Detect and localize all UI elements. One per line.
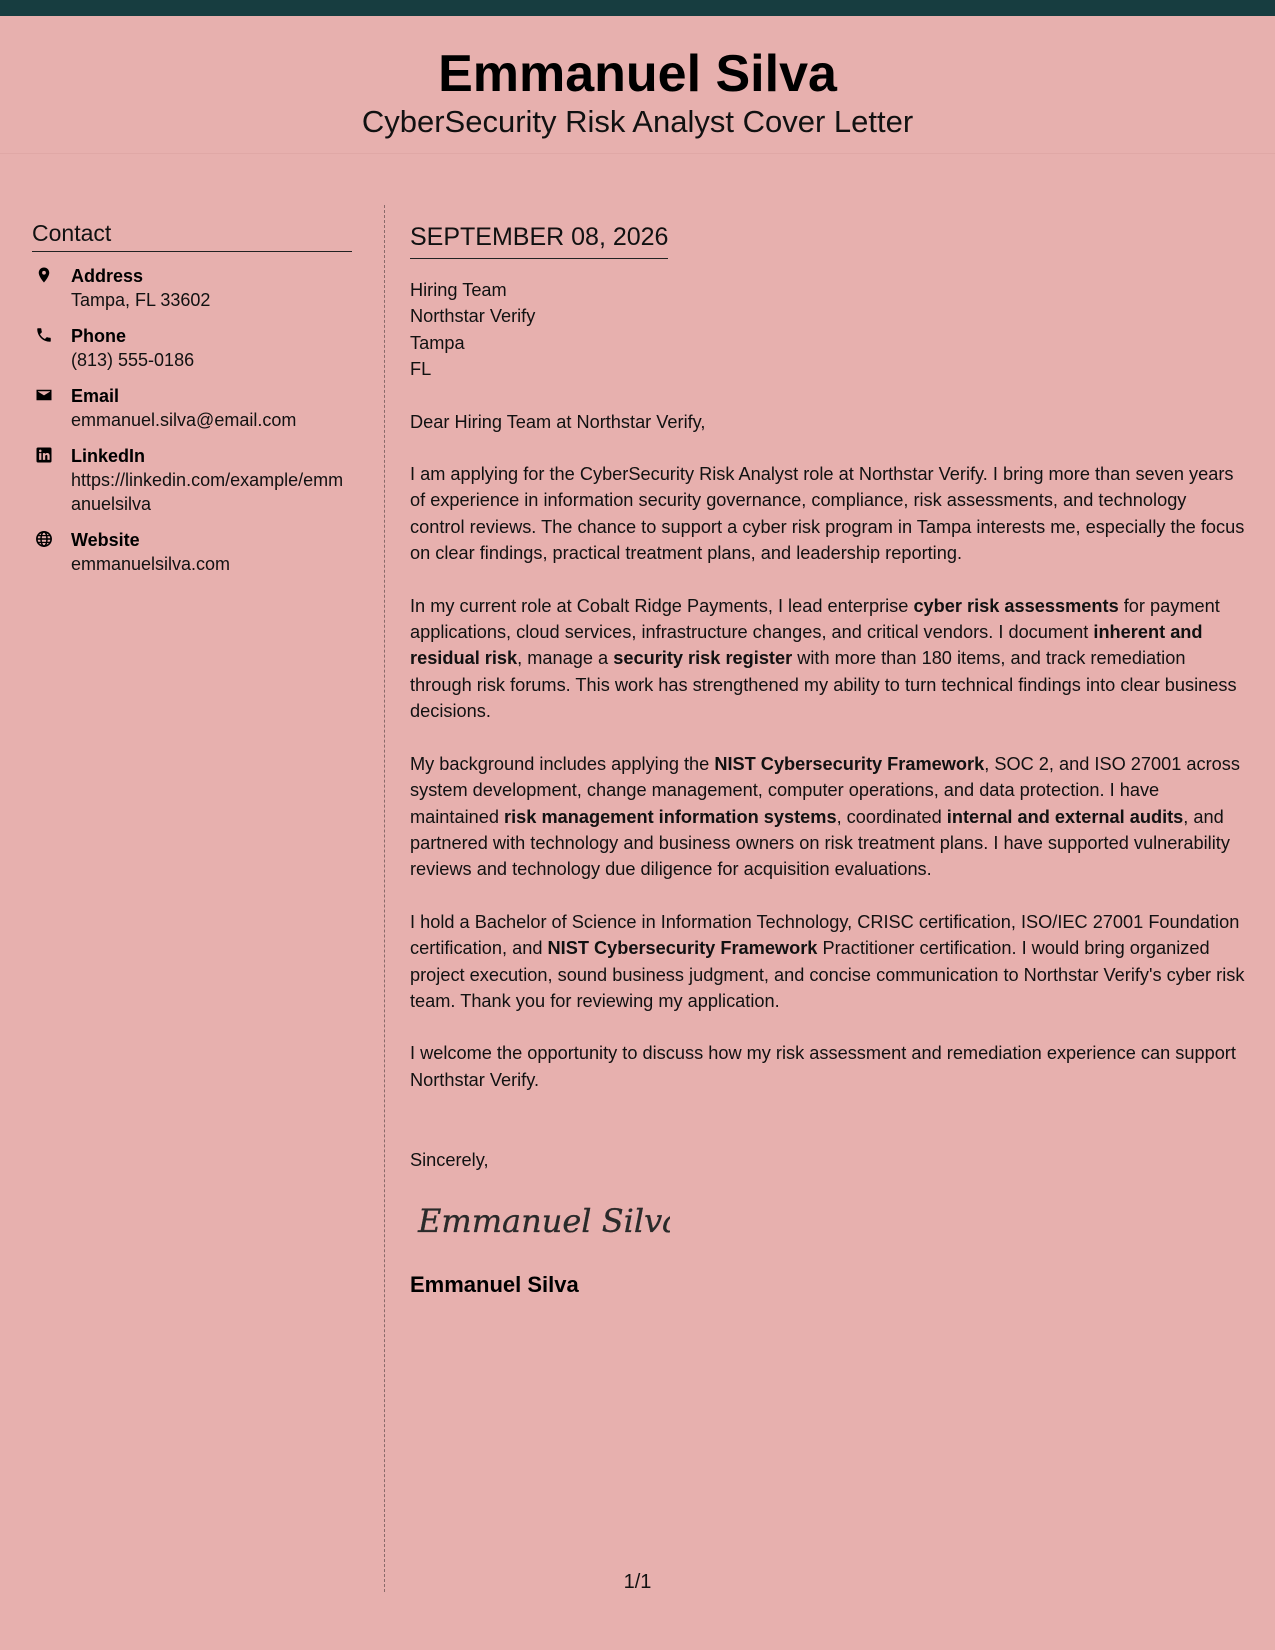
letter-body — [410, 222, 1245, 1299]
top-accent-bar — [0, 0, 1275, 16]
applicant-name: Emmanuel Silva — [438, 45, 837, 103]
paragraph-text: for payment applications, cloud services, infrastructure changes, and critical vendors. I document — [410, 595, 1220, 643]
website-label: Website — [71, 530, 140, 550]
letter-paragraph — [410, 461, 1245, 567]
paragraph-text: , SOC 2, and ISO 27001 across system development, change management, computer operations, and data protection. I have maintained — [410, 753, 1240, 827]
phone-label: Phone — [71, 326, 127, 346]
document-subtitle: CyberSecurity Risk Analyst Cover Letter — [361, 104, 914, 139]
bold-keyword: inherent and residual risk — [410, 622, 1203, 669]
letter-date: SEPTEMBER 08, 2026 — [410, 222, 668, 259]
paragraph-text: I hold a Bachelor of Science in Information Technology, CRISC certification, ISO/IEC 27001 Foundation certification, and — [410, 911, 1240, 959]
signature-image — [410, 1196, 670, 1246]
contact-sidebar — [32, 218, 352, 576]
linkedin-icon — [35, 446, 53, 464]
paragraph-text: I am applying for the CyberSecurity Risk Analyst role at Northstar Verify. I bring more than seven years of experience in information security governance, compliance, risk assessments, and technology control reviews. The chance to support a cyber risk program in Tampa interests me, especially the focus on clear findings, practical treatment plans, and leadership reporting. — [410, 464, 1245, 564]
email-label: Email — [71, 386, 120, 406]
contact-heading: Contact — [32, 218, 352, 252]
document-header — [0, 16, 1275, 154]
letter-paragraph — [410, 751, 1245, 883]
email-value[interactable]: emmanuel.silva@email.com — [71, 410, 297, 430]
recipient-line: Tampa — [410, 332, 465, 353]
address-value: Tampa, FL 33602 — [71, 290, 211, 310]
paragraph-text: , and partnered with technology and business owners on risk treatment plans. I have supported vulnerability reviews and technology due diligence for acquisition evaluations. — [410, 806, 1230, 880]
paragraph-text: Practitioner certification. I would bring organized project execution, sound business judgment, and concise communication to Northstar Verify's cyber risk team. Thank you for reviewing my application. — [410, 938, 1245, 1011]
paragraph-text: with more than 180 items, and track remediation through risk forums. This work has strengthened my ability to turn technical findings into clear business decisions. — [410, 648, 1237, 722]
bold-keyword: security risk register — [613, 648, 793, 669]
letter-paragraph — [410, 1040, 1245, 1093]
paragraph-text: , coordinated — [836, 806, 947, 827]
paragraph-text: I welcome the opportunity to discuss how my risk assessment and remediation experience can support Northstar Verify. — [410, 1043, 1236, 1090]
contact-website — [32, 528, 352, 576]
paragraph-text: In my current role at Cobalt Ridge Payments, I lead enterprise — [410, 595, 914, 616]
recipient-line: Northstar Verify — [410, 306, 536, 327]
bold-keyword: NIST Cybersecurity Framework — [714, 753, 985, 774]
paragraph-text: My background includes applying the — [410, 753, 715, 774]
globe-icon — [35, 530, 53, 548]
envelope-icon — [35, 386, 53, 404]
bold-keyword: cyber risk assessments — [913, 595, 1119, 616]
paragraph-text: , manage a — [517, 648, 614, 669]
phone-value: (813) 555-0186 — [71, 350, 195, 370]
contact-linkedin — [32, 444, 352, 516]
bold-keyword: risk management information systems — [504, 806, 837, 827]
bold-keyword: internal and external audits — [946, 806, 1184, 827]
phone-icon — [35, 326, 53, 344]
bold-keyword: NIST Cybersecurity Framework — [547, 938, 818, 959]
linkedin-value[interactable]: https://linkedin.com/example/emmanuelsilva — [71, 470, 344, 514]
linkedin-label: LinkedIn — [71, 446, 146, 466]
recipient-line: Hiring Team — [410, 280, 507, 300]
closing: Sincerely, — [410, 1150, 489, 1171]
map-pin-icon — [35, 266, 53, 284]
salutation: Dear Hiring Team at Northstar Verify, — [410, 411, 706, 432]
address-label: Address — [71, 266, 144, 286]
column-divider — [384, 205, 385, 1592]
contact-email — [32, 384, 352, 432]
website-value[interactable]: emmanuelsilva.com — [71, 554, 231, 574]
signer-name: Emmanuel Silva — [410, 1271, 579, 1297]
signature-text: Emmanuel Silva — [418, 1201, 670, 1240]
letter-paragraph — [410, 909, 1245, 1015]
page-number: 1/1 — [623, 1571, 652, 1593]
contact-address — [32, 264, 352, 312]
letter-paragraphs — [410, 461, 1245, 1093]
recipient-line: FL — [410, 359, 432, 380]
letter-paragraph — [410, 593, 1245, 725]
recipient-block — [410, 277, 1245, 383]
contact-phone — [32, 324, 352, 372]
